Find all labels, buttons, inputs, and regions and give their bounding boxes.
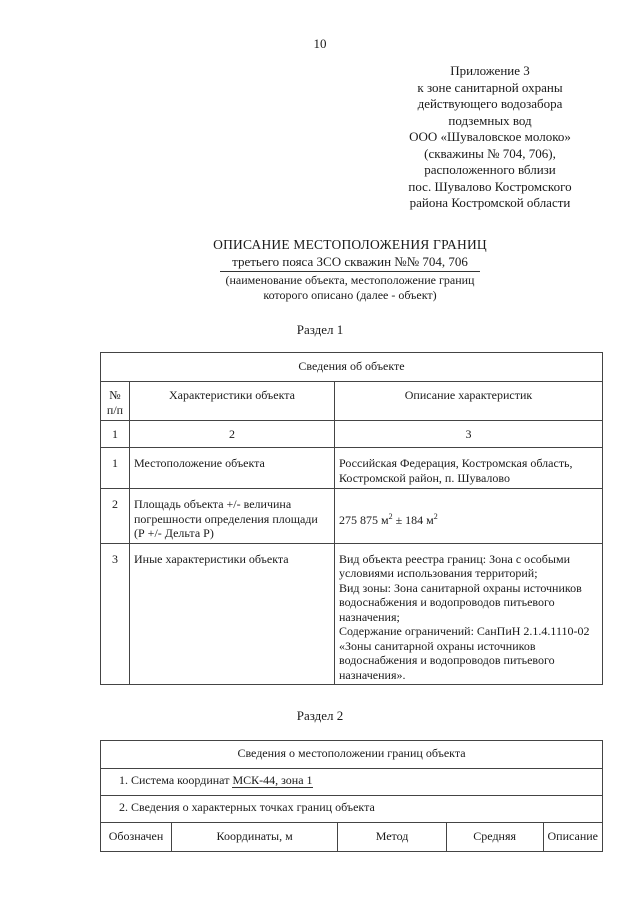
row-description [335,543,603,685]
appendix-line: района Костромской области [409,195,571,210]
col-header-description: Описание [543,823,602,852]
appendix-line: расположенного вблизи [424,162,556,177]
coordinate-system-row [101,769,603,796]
row-description: Российская Федерация, Костромская область, Костромской район, п. Шувалово [335,448,603,489]
area-unit-sup: 2 [388,512,393,521]
col-header-method: Метод [338,823,447,852]
appendix-line: ООО «Шуваловское молоко» [409,129,571,144]
row-number: 3 [101,543,130,685]
header-number: № п/п [101,382,130,421]
col-header-designation: Обозначен [101,823,172,852]
row-number: 1 [101,448,130,489]
row-characteristic: Площадь объекта +/- величина погрешности определения площади (Р +/- Дельта Р) [130,489,335,544]
title-underline [220,271,480,272]
col-header-average: Средняя [446,823,543,852]
object-info-table-title: Сведения об объекте [101,353,603,382]
area-error: ± 184 м [392,513,434,527]
row-description [335,489,603,544]
title-note-line2: которого описано (далее - объект) [263,288,437,302]
appendix-line: действующего водозабора [417,96,563,111]
other-char-line: Вид объекта реестра границ: Зона с особыми условиями использования территорий; [339,551,570,580]
table-row [101,543,603,685]
header-characteristic: Характеристики объекта [130,382,335,421]
boundary-table-title: Сведения о местоположении границ объекта [101,741,603,769]
page-number: 10 [313,36,327,51]
title-note-line1: (наименование объекта, местоположение границ [225,273,475,287]
appendix-line: Приложение 3 [450,63,530,78]
col-number-2: 2 [130,421,335,448]
area-error-unit-sup: 2 [433,512,438,521]
appendix-line: (скважины № 704, 706), [424,145,556,161]
row-number: 2 [101,489,130,544]
section2-title: Раздел 2 [296,708,344,723]
section1-title: Раздел 1 [296,322,344,337]
other-char-line: Содержание ограничений: СанПиН 2.1.4.1110-02 «Зоны санитарной охраны источников водоснабжения и водопроводов питьевого назначения». [339,624,590,682]
document-subtitle: третьего пояса ЗСО скважин №№ 704, 706 [232,254,468,269]
points-info-row: 2. Сведения о характерных точках границ объекта [101,796,603,823]
header-description: Описание характеристик [335,382,603,421]
row-characteristic: Иные характеристики объекта [130,543,335,685]
document-title-block [190,237,510,302]
other-char-line: Вид зоны: Зона санитарной охраны источников водоснабжения и водопроводов питьевого назначения; [339,580,582,624]
coordinate-system-label: 1. Система координат [119,773,233,787]
document-title: ОПИСАНИЕ МЕСТОПОЛОЖЕНИЯ ГРАНИЦ [213,237,487,252]
coordinate-system-value: МСК-44, зона 1 [232,773,313,787]
col-number-1: 1 [101,421,130,448]
appendix-header [380,63,600,212]
boundary-location-table [100,740,603,852]
col-number-3: 3 [335,421,603,448]
col-header-coordinates: Координаты, м [171,823,337,852]
row-characteristic: Местоположение объекта [130,448,335,489]
appendix-line: к зоне санитарной охраны [417,79,563,95]
appendix-line: подземных вод [448,112,532,128]
appendix-line: пос. Шувалово Костромского [408,178,572,194]
object-info-table [100,352,603,685]
table-row [101,448,603,489]
table-row [101,489,603,544]
area-value: 275 875 м [339,513,389,527]
